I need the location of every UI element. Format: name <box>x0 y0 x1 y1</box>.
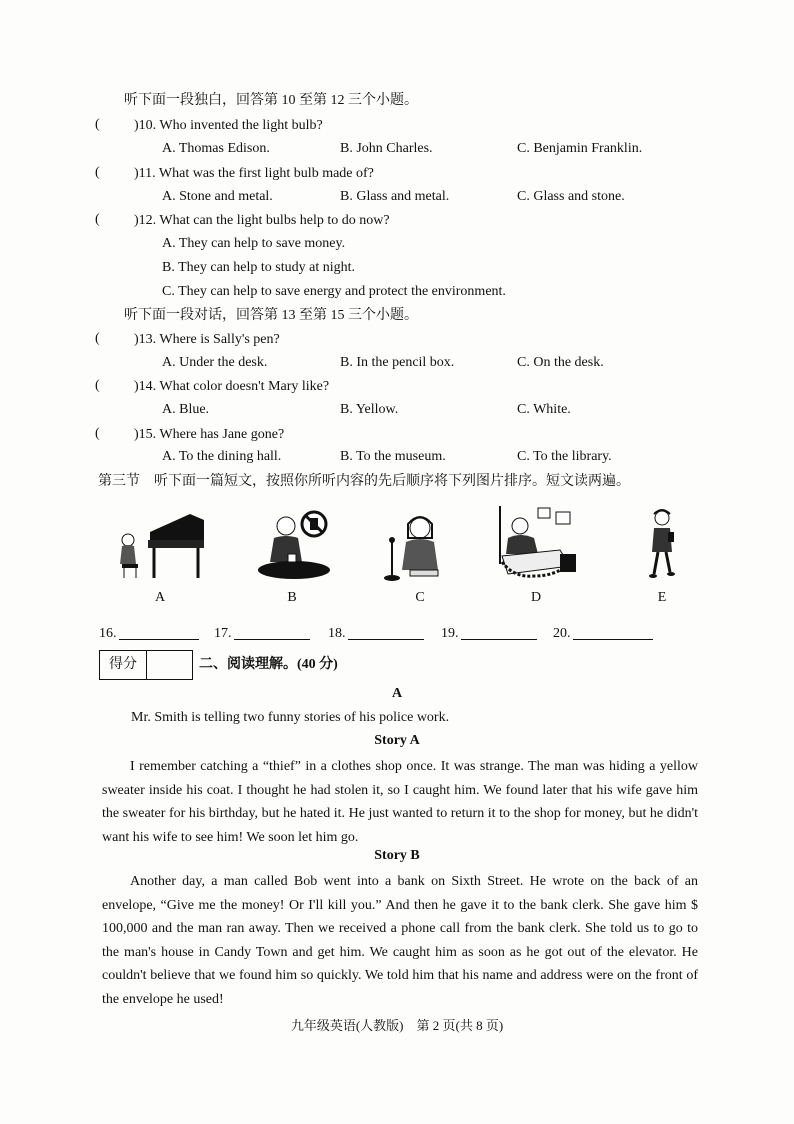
answer-paren: ( <box>95 331 100 346</box>
answer-blank-18[interactable]: 18. <box>328 625 424 642</box>
option-a: A. They can help to save money. <box>162 236 346 251</box>
question-13: )13. Where is Sally's pen? <box>134 332 280 347</box>
story-a-text: I remember catching a “thief” in a clothes shop once. It was strange. The man was hiding a yellow sweater inside his coat. I thought he had stolen it, so I caught him. We found later that his wife gave him the sweater for his birthday, but he hated it. He just wanted to return it to the shop for money, but he didn't want his wife to see him! We soon let him go. <box>102 759 698 845</box>
picture-girl-walking-illustration <box>612 504 712 586</box>
section-instruction-dialogue: 听下面一段对话，回答第 13 至第 15 三个小题。 <box>124 308 418 323</box>
picture-no-phone-illustration <box>246 504 346 586</box>
picture-label-a: A <box>154 590 166 605</box>
option-c: C. Glass and stone. <box>517 189 625 204</box>
picture-label-d: D <box>530 590 542 605</box>
answer-blank-17[interactable]: 17. <box>214 625 310 642</box>
part-2-title: 二、阅读理解。(40 分) <box>199 657 338 672</box>
option-c: C. They can help to save energy and protect the environment. <box>162 284 506 299</box>
story-b-title: Story B <box>374 848 420 863</box>
picture-girl-with-microphone-illustration <box>380 504 480 586</box>
answer-paren: ( <box>95 165 100 180</box>
option-a: A. To the dining hall. <box>162 449 282 464</box>
picture-piano-illustration <box>112 504 212 586</box>
option-c: C. White. <box>517 402 571 417</box>
option-c: C. To the library. <box>517 449 612 464</box>
picture-label-e: E <box>657 590 667 605</box>
answer-blank-20[interactable]: 20. <box>553 625 653 642</box>
option-b: B. To the museum. <box>340 449 446 464</box>
question-11: )11. What was the first light bulb made of? <box>134 166 374 181</box>
question-12: )12. What can the light bulbs help to do now? <box>134 213 390 228</box>
picture-room-illustration <box>494 504 594 586</box>
question-15: )15. Where has Jane gone? <box>134 427 285 442</box>
passage-intro: Mr. Smith is telling two funny stories of his police work. <box>131 710 450 725</box>
picture-label-b: B <box>287 590 297 605</box>
score-label: 得分 <box>100 651 147 679</box>
passage-letter: A <box>391 686 403 701</box>
answer-paren: ( <box>95 117 100 132</box>
option-b: B. John Charles. <box>340 141 433 156</box>
section-instruction-monologue: 听下面一段独白，回答第 10 至第 12 三个小题。 <box>124 93 418 108</box>
story-a-title: Story A <box>374 733 420 748</box>
option-c: C. On the desk. <box>517 355 604 370</box>
option-a: A. Under the desk. <box>162 355 268 370</box>
option-b: B. They can help to study at night. <box>162 260 355 275</box>
option-a: A. Thomas Edison. <box>162 141 270 156</box>
section-3-instruction: 第三节 听下面一篇短文，按照你所听内容的先后顺序将下列图片排序。短文读两遍。 <box>98 474 630 489</box>
story-b-text: Another day, a man called Bob went into a bank on Sixth Street. He wrote on the back of an envelope, “Give me the money! Or I'll kill you.” And then he gave it to the bank clerk. She gave him $ 100,000 and the man ran away. Then we received a phone call from the bank clerk. She told us to go to the man's house in Candy Town and get him. We caught him as soon as he got out of the elevator. He couldn't believe that we found him so quickly. We told him that his name and address were on the front of the envelope he used! <box>102 874 698 1007</box>
question-10: )10. Who invented the light bulb? <box>134 118 323 133</box>
picture-label-c: C <box>415 590 425 605</box>
page-footer: 九年级英语(人教版) 第 2 页(共 8 页) <box>290 1018 504 1033</box>
option-b: B. In the pencil box. <box>340 355 455 370</box>
option-b: B. Glass and metal. <box>340 189 450 204</box>
score-box <box>99 650 193 680</box>
score-field[interactable] <box>147 651 192 679</box>
option-a: A. Blue. <box>162 402 210 417</box>
option-a: A. Stone and metal. <box>162 189 273 204</box>
answer-blank-19[interactable]: 19. <box>441 625 537 642</box>
answer-paren: ( <box>95 426 100 441</box>
answer-blank-16[interactable]: 16. <box>99 625 199 642</box>
option-c: C. Benjamin Franklin. <box>517 141 643 156</box>
answer-paren: ( <box>95 212 100 227</box>
question-14: )14. What color doesn't Mary like? <box>134 379 330 394</box>
option-b: B. Yellow. <box>340 402 399 417</box>
answer-paren: ( <box>95 378 100 393</box>
